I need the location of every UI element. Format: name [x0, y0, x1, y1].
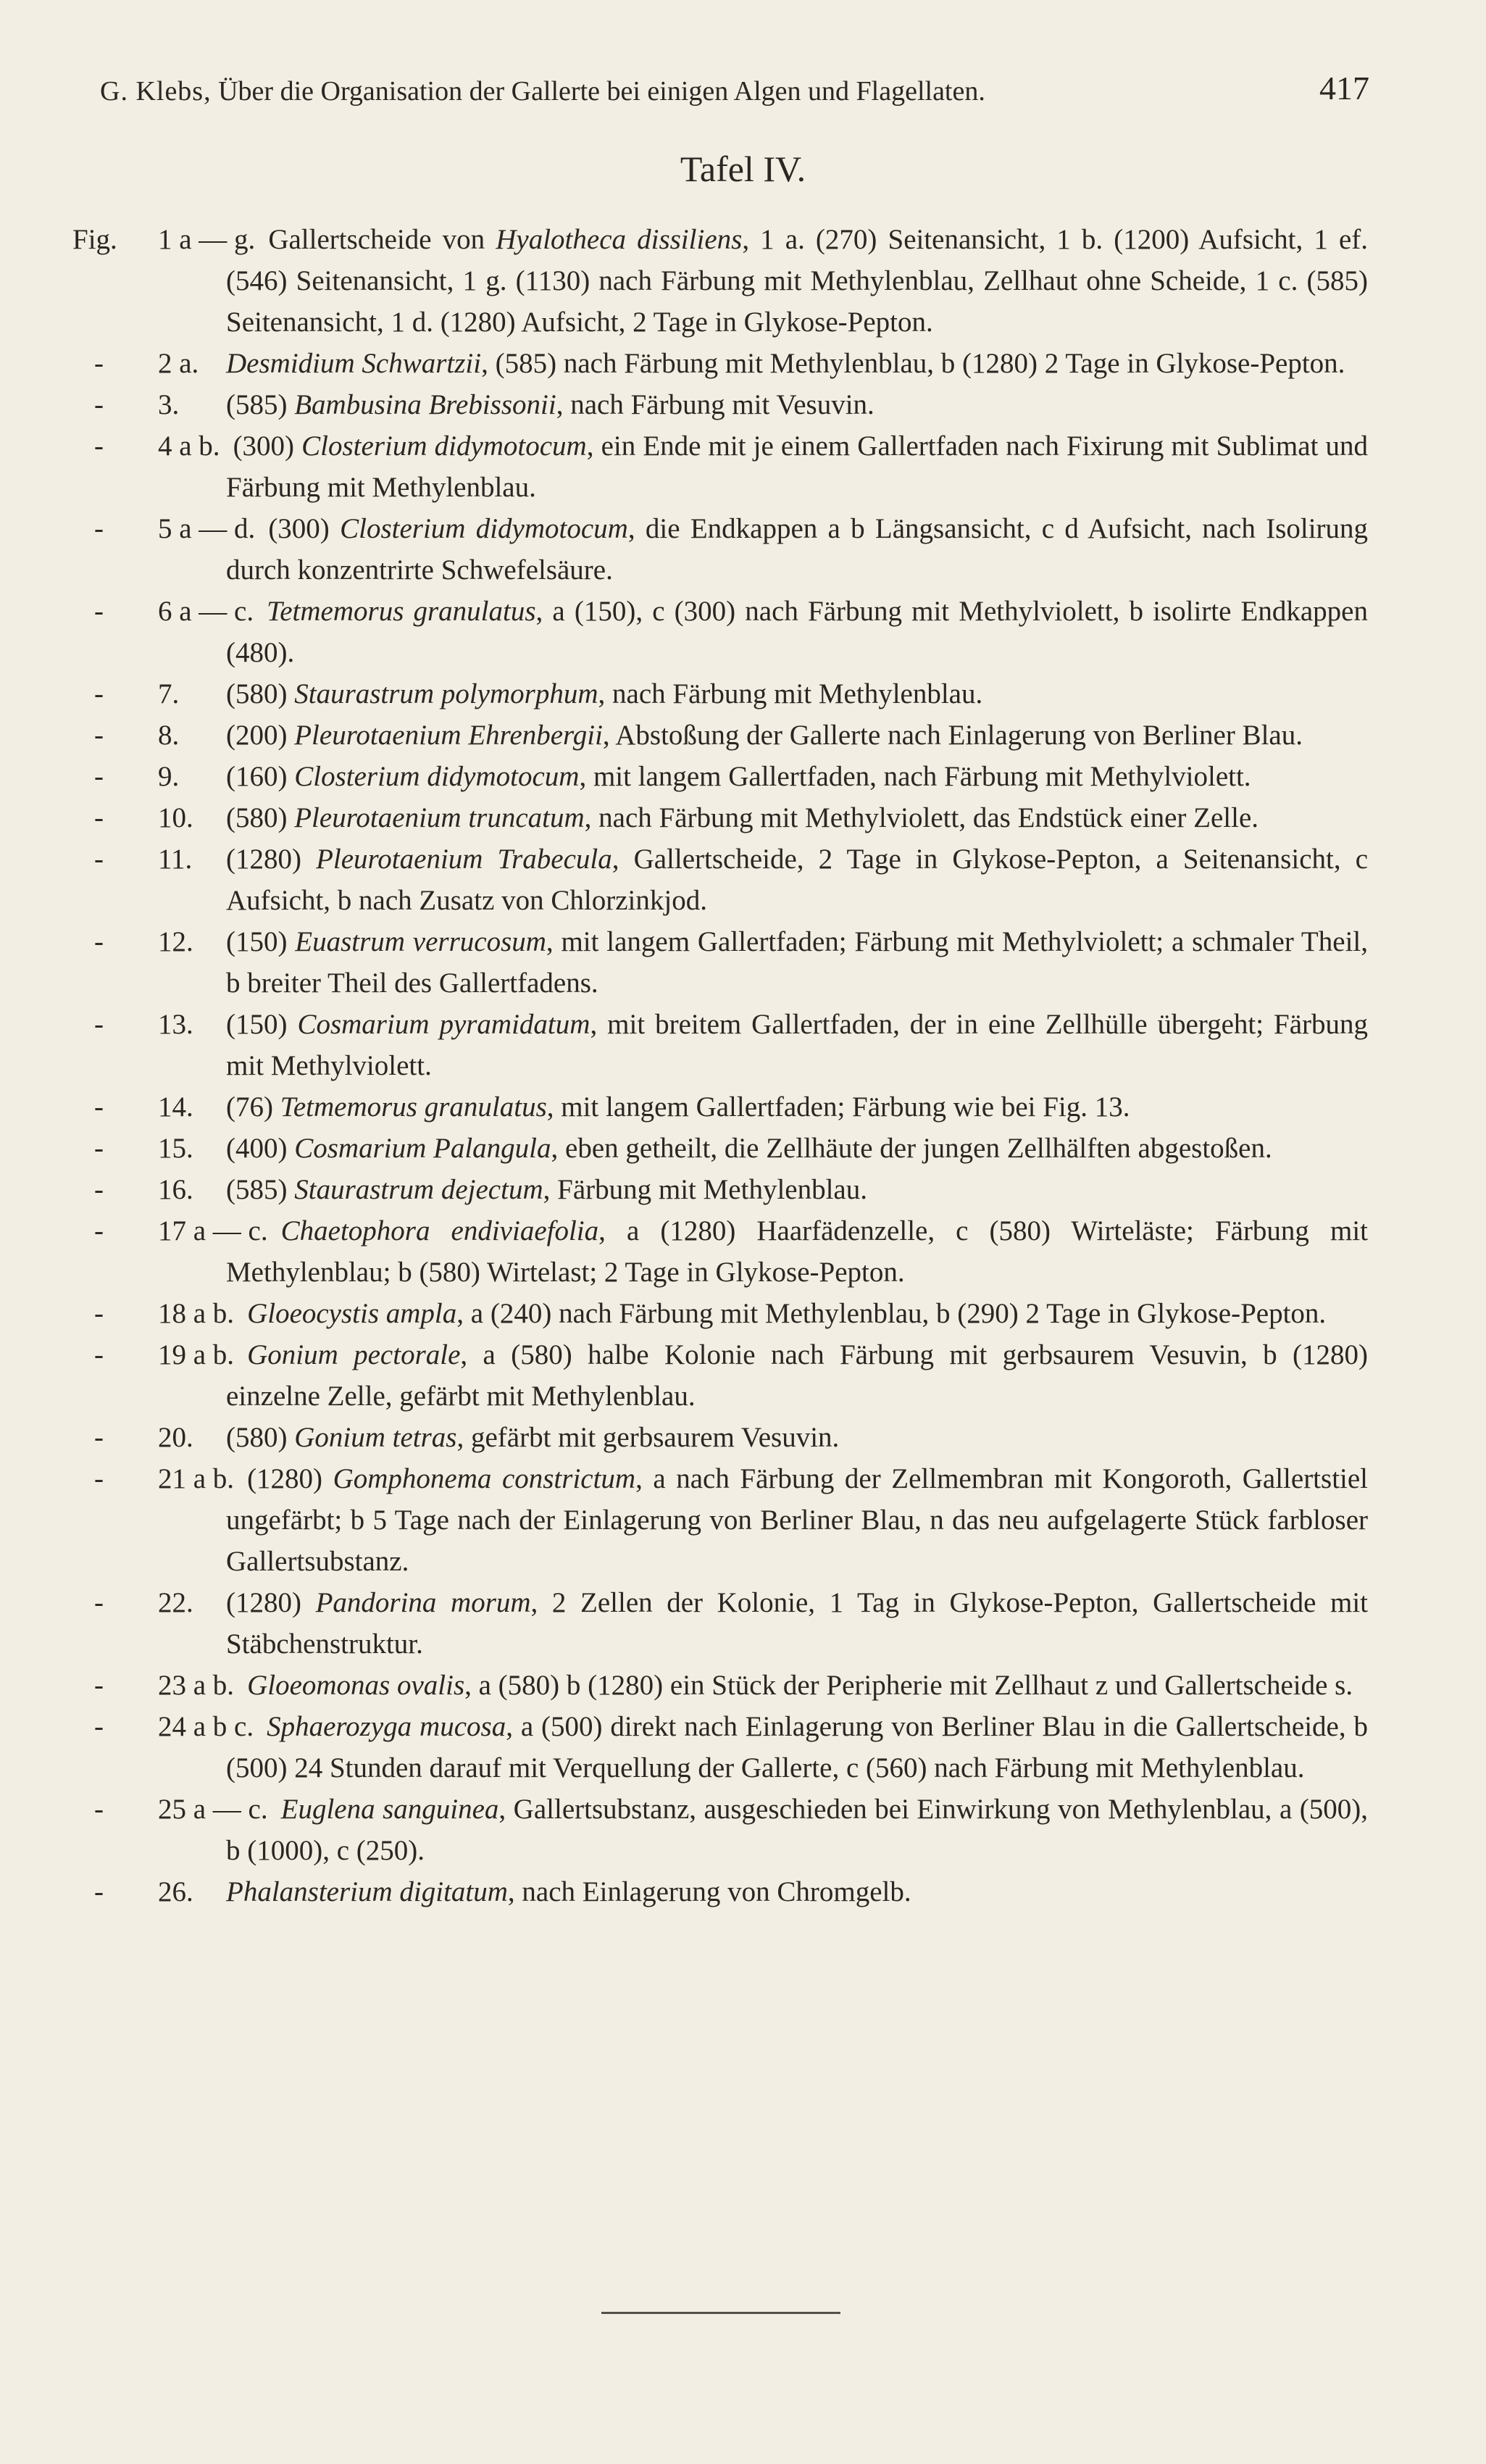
entry-marker: - — [94, 348, 104, 379]
figure-entry — [0, 425, 1368, 508]
page-number: 417 — [1319, 70, 1369, 107]
entry-description: , mit langem Gallertfaden, nach Färbung mit Methylviolett. — [579, 761, 1251, 792]
figure-number: 15. — [158, 1133, 193, 1164]
figure-entry — [0, 756, 1368, 797]
entry-description: , a (1280) Haarfädenzelle, c (580) Wirteläste; Färbung mit Methylenblau; b (580) Wirtelast; 2 Tage in Glykose-Pepton. — [226, 1215, 1368, 1288]
figure-number: 2 a. — [158, 348, 199, 379]
species-name: Closterium didymotocum — [340, 513, 628, 544]
magnification: (300) — [233, 430, 295, 462]
figure-legend-list — [0, 219, 1486, 1912]
species-name: Pleurotaenium Ehrenbergii — [294, 720, 603, 751]
figure-number: 11. — [158, 844, 193, 875]
figure-entry — [0, 1004, 1368, 1086]
figure-entry — [0, 219, 1368, 343]
entry-description: , a (150), c (300) nach Färbung mit Methylviolett, b isolirte Endkappen (480). — [226, 596, 1368, 668]
figure-entry — [0, 715, 1368, 756]
entry-description: , a (580) halbe Kolonie nach Färbung mit gerbsaurem Vesuvin, b (1280) einzelne Zelle, gefärbt mit Methylenblau. — [226, 1339, 1368, 1412]
entry-description: , nach Färbung mit Methylenblau. — [598, 678, 983, 709]
figure-entry — [0, 1789, 1368, 1871]
figure-entry — [0, 1665, 1368, 1706]
entry-marker: - — [94, 1091, 104, 1123]
entry-description: , nach Färbung mit Methylviolett, das Endstück einer Zelle. — [584, 802, 1259, 833]
figure-number: 6 a — c. — [158, 596, 254, 627]
species-name: Staurastrum dejectum — [294, 1174, 543, 1205]
entry-description: , (585) nach Färbung mit Methylenblau, b (1280) 2 Tage in Glykose-Pepton. — [481, 348, 1345, 379]
magnification: (580) — [226, 1422, 288, 1453]
species-name: Gonium tetras — [294, 1422, 457, 1453]
magnification: (580) — [226, 678, 288, 709]
species-name: Pandorina morum — [315, 1587, 531, 1618]
species-name: Closterium didymotocum — [294, 761, 580, 792]
entry-marker: - — [94, 926, 104, 957]
magnification: (150) — [226, 1009, 288, 1040]
entry-description: , die Endkappen a b Längsansicht, c d Aufsicht, nach Isolirung durch konzentrirte Schwefelsäure. — [226, 513, 1369, 586]
figure-number: 7. — [158, 678, 180, 709]
entry-marker: - — [94, 720, 104, 751]
figure-number: 1 a — g. — [158, 224, 256, 255]
entry-marker: - — [94, 1298, 104, 1329]
figure-number: 24 a b c. — [158, 1711, 254, 1742]
entry-marker: - — [94, 1711, 104, 1742]
species-name: Bambusina Brebissonii — [294, 389, 556, 420]
figure-entry — [0, 1169, 1368, 1210]
species-name: Cosmarium pyramidatum — [297, 1009, 590, 1040]
figure-entry — [0, 1706, 1368, 1789]
entry-description: , a (580) b (1280) ein Stück der Peripherie mit Zellhaut z und Gallertscheide s. — [464, 1670, 1353, 1701]
magnification: (400) — [226, 1133, 288, 1164]
entry-marker: - — [94, 389, 104, 420]
entry-marker: - — [94, 596, 104, 627]
figure-entry — [0, 343, 1368, 384]
species-name: Tetmemorus granulatus — [280, 1091, 547, 1123]
running-head — [100, 71, 1369, 112]
figure-number: 16. — [158, 1174, 193, 1205]
entry-description: , 1 a. (270) Seitenansicht, 1 b. (1200) Aufsicht, 1 ef. (546) Seitenansicht, 1 g. (1130) nach Färbung mit Methylenblau, Zellhaut ohne Scheide, 1 c. (585) Seitenansicht, 1 d. (1280) Aufsicht, 2 Tage in Glykose-Pepton. — [226, 224, 1368, 338]
species-name: Gloeomonas ovalis — [247, 1670, 465, 1701]
entry-description: , nach Einlagerung von Chromgelb. — [507, 1876, 911, 1907]
figure-entry — [0, 508, 1368, 591]
entry-description: , a nach Färbung der Zellmembran mit Kongoroth, Gallertstiel ungefärbt; b 5 Tage nach der Einlagerung von Berliner Blau, n das neu aufgelagerte Stück farbloser Gallertsubstanz. — [226, 1463, 1369, 1577]
species-name: Phalansterium digitatum — [226, 1876, 508, 1907]
entry-marker: - — [94, 1670, 104, 1701]
figure-number: 12. — [158, 926, 193, 957]
magnification: (1280) — [247, 1463, 323, 1494]
figure-number: 25 a — c. — [158, 1794, 268, 1825]
species-name: Gonium pectorale — [247, 1339, 461, 1370]
figure-entry — [0, 384, 1368, 425]
closing-rule — [601, 2312, 840, 2314]
figure-number: 10. — [158, 802, 193, 833]
entry-description: , a (240) nach Färbung mit Methylenblau, b (290) 2 Tage in Glykose-Pepton. — [456, 1298, 1327, 1329]
species-name: Cosmarium Palangula — [294, 1133, 551, 1164]
entry-description: , mit langem Gallertfaden; Färbung mit Methylviolett; a schmaler Theil, b breiter Theil des Gallertfadens. — [226, 926, 1368, 999]
article-title: Über die Organisation der Gallerte bei einigen Algen und Flagellaten. — [218, 76, 985, 107]
figure-number: 26. — [158, 1876, 193, 1907]
entry-marker: Fig. — [72, 224, 117, 255]
entry-description: , a (500) direkt nach Einlagerung von Berliner Blau in die Gallertscheide, b (500) 24 Stunden darauf mit Verquellung der Gallerte, c (560) nach Färbung mit Methylenblau. — [226, 1711, 1368, 1784]
entry-description: , nach Färbung mit Vesuvin. — [556, 389, 875, 420]
species-name: Staurastrum polymorphum — [294, 678, 598, 709]
species-name: Pleurotaenium Trabecula — [316, 844, 612, 875]
figure-entry — [0, 1334, 1368, 1417]
entry-marker: - — [94, 430, 104, 462]
entry-description: , mit langem Gallertfaden; Färbung wie bei Fig. 13. — [546, 1091, 1130, 1123]
magnification: (580) — [226, 802, 288, 833]
magnification: (585) — [226, 389, 288, 420]
species-name: Gloeocystis ampla — [247, 1298, 457, 1329]
figure-entry — [0, 921, 1368, 1004]
entry-marker: - — [94, 1587, 104, 1618]
figure-number: 8. — [158, 720, 180, 751]
magnification: (1280) — [226, 1587, 301, 1618]
entry-description: , Gallertsubstanz, ausgeschieden bei Einwirkung von Methylenblau, a (500), b (1000), c (250). — [226, 1794, 1368, 1866]
figure-number: 17 a — c. — [158, 1215, 268, 1246]
entry-marker: - — [94, 1339, 104, 1370]
species-name: Gomphonema constrictum — [333, 1463, 636, 1494]
magnification: (1280) — [226, 844, 301, 875]
figure-entry — [0, 838, 1368, 921]
entry-description: , gefärbt mit gerbsaurem Vesuvin. — [456, 1422, 840, 1453]
species-name: Euastrum verrucosum — [295, 926, 546, 957]
entry-marker: - — [94, 1422, 104, 1453]
figure-number: 20. — [158, 1422, 193, 1453]
figure-entry — [0, 1582, 1368, 1665]
figure-entry — [0, 1871, 1368, 1912]
figure-entry — [0, 591, 1368, 673]
magnification: (150) — [226, 926, 288, 957]
entry-marker: - — [94, 1133, 104, 1164]
species-name: Euglena sanguinea — [280, 1794, 499, 1825]
species-name: Pleurotaenium truncatum — [294, 802, 585, 833]
figure-number: 13. — [158, 1009, 193, 1040]
species-name: Desmidium Schwartzii — [226, 348, 482, 379]
figure-entry — [0, 1293, 1368, 1334]
author: G. Klebs, — [100, 76, 212, 107]
figure-number: 22. — [158, 1587, 193, 1618]
figure-number: 3. — [158, 389, 180, 420]
figure-number: 5 a — d. — [158, 513, 256, 544]
species-name: Closterium didymotocum — [301, 430, 587, 462]
figure-number: 23 a b. — [158, 1670, 235, 1701]
species-name: Hyalotheca dissiliens — [496, 224, 743, 255]
entry-prefix-text: Gallertscheide von — [268, 224, 485, 255]
entry-description: , eben getheilt, die Zellhäute der jungen Zellhälften abgestoßen. — [551, 1133, 1272, 1164]
entry-marker: - — [94, 1009, 104, 1040]
entry-description: , ein Ende mit je einem Gallertfaden nach Fixirung mit Sublimat und Färbung mit Methylenblau. — [226, 430, 1369, 503]
magnification: (300) — [268, 513, 330, 544]
entry-marker: - — [94, 1174, 104, 1205]
magnification: (76) — [226, 1091, 273, 1123]
figure-entry — [0, 1458, 1368, 1582]
magnification: (160) — [226, 761, 288, 792]
entry-marker: - — [94, 761, 104, 792]
entry-marker: - — [94, 1215, 104, 1246]
species-name: Chaetophora endiviaefolia — [280, 1215, 599, 1246]
entry-marker: - — [94, 802, 104, 833]
entry-marker: - — [94, 513, 104, 544]
entry-description: , 2 Zellen der Kolonie, 1 Tag in Glykose-Pepton, Gallertscheide mit Stäbchenstruktur. — [226, 1587, 1368, 1660]
figure-number: 18 a b. — [158, 1298, 235, 1329]
figure-entry — [0, 1210, 1368, 1293]
magnification: (585) — [226, 1174, 288, 1205]
figure-number: 14. — [158, 1091, 193, 1123]
plate-title: Tafel IV. — [680, 149, 806, 189]
species-name: Sphaerozyga mucosa — [267, 1711, 506, 1742]
figure-number: 4 a b. — [158, 430, 220, 462]
figure-number: 21 a b. — [158, 1463, 235, 1494]
figure-entry — [0, 1417, 1368, 1458]
magnification: (200) — [226, 720, 288, 751]
figure-entry — [0, 1128, 1368, 1169]
species-name: Tetmemorus granulatus — [267, 596, 536, 627]
entry-marker: - — [94, 1463, 104, 1494]
entry-description: , Abstoßung der Gallerte nach Einlagerung von Berliner Blau. — [602, 720, 1303, 751]
figure-entry — [0, 673, 1368, 715]
entry-description: , mit breitem Gallertfaden, der in eine Zellhülle übergeht; Färbung mit Methylviolett. — [226, 1009, 1368, 1081]
entry-description: , Gallertscheide, 2 Tage in Glykose-Pepton, a Seitenansicht, c Aufsicht, b nach Zusatz von Chlorzinkjod. — [226, 844, 1369, 916]
entry-marker: - — [94, 844, 104, 875]
entry-marker: - — [94, 1794, 104, 1825]
figure-entry — [0, 797, 1368, 838]
entry-description: , Färbung mit Methylenblau. — [543, 1174, 867, 1205]
entry-marker: - — [94, 678, 104, 709]
figure-entry — [0, 1086, 1368, 1128]
entry-marker: - — [94, 1876, 104, 1907]
figure-number: 19 a b. — [158, 1339, 235, 1370]
figure-number: 9. — [158, 761, 180, 792]
